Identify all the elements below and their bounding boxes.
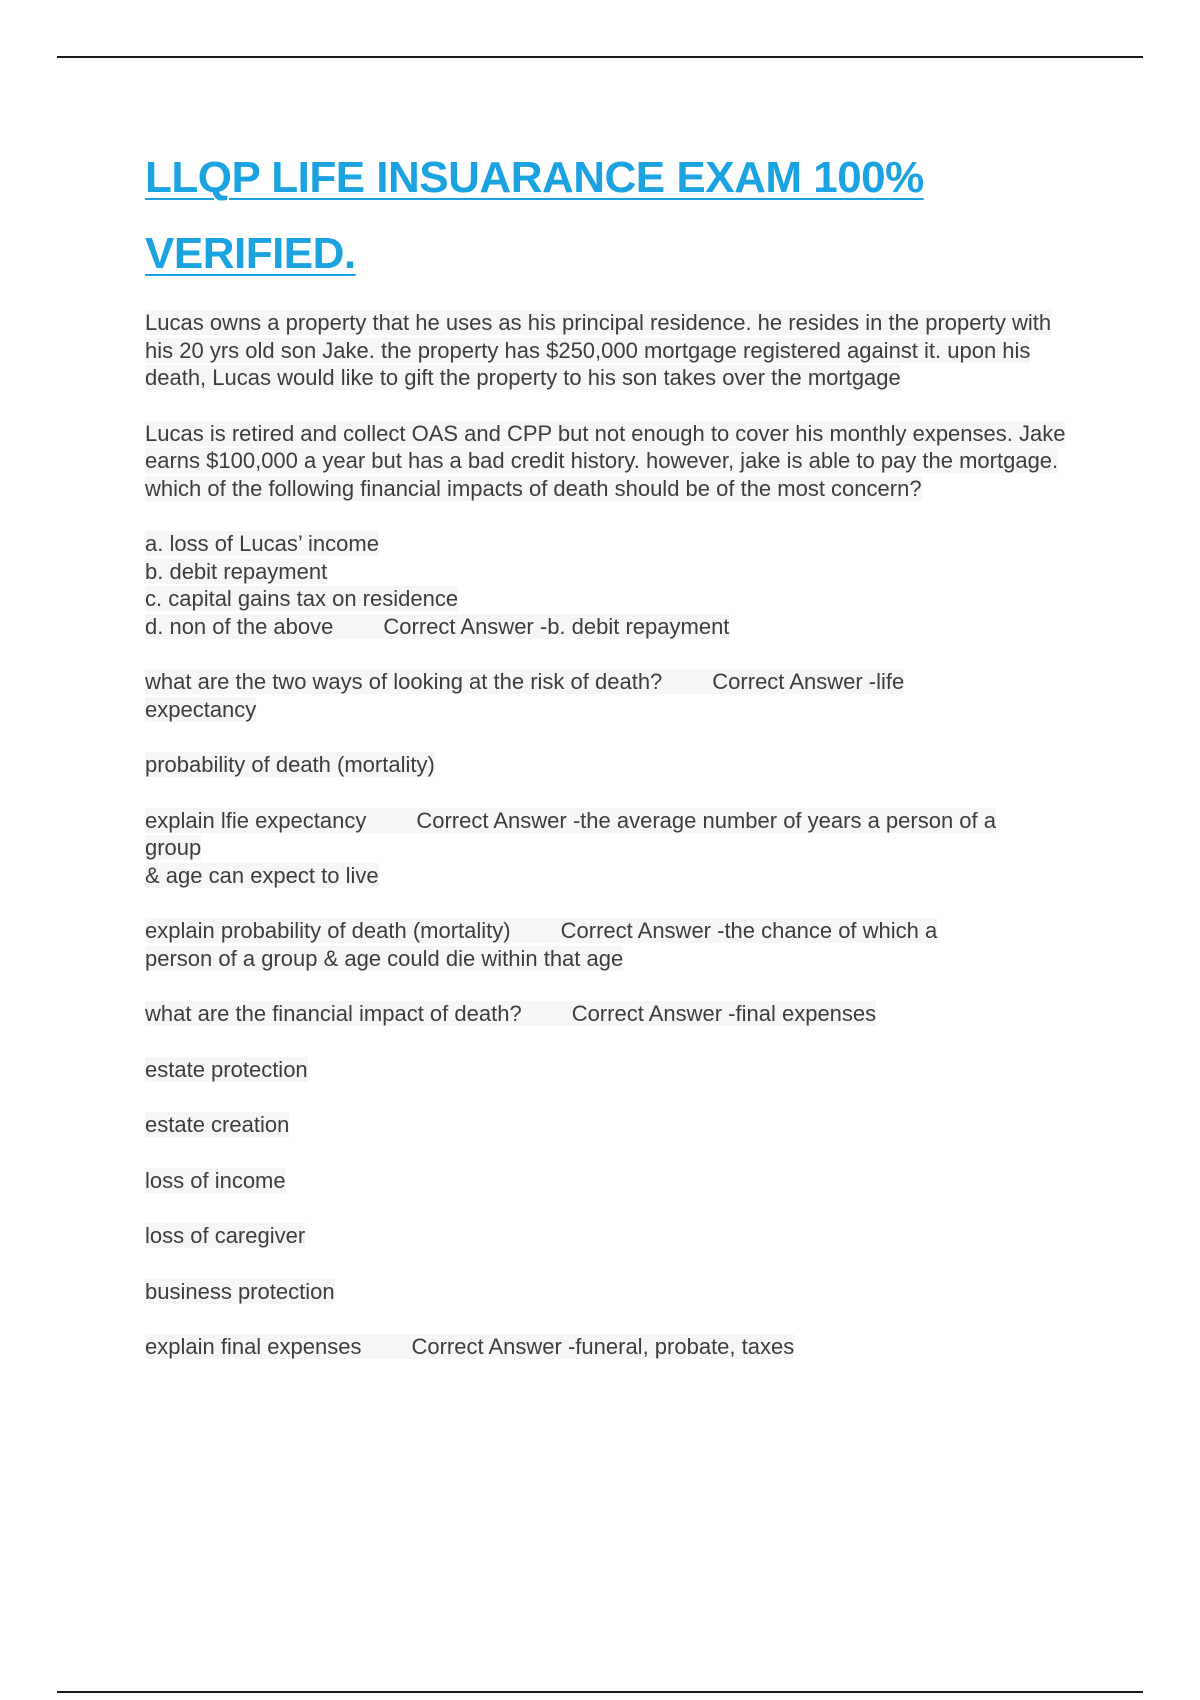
option-b: b. debit repayment (145, 558, 328, 584)
scenario-paragraph: Lucas owns a property that he uses as his principal residence. he resides in the property with his 20 yrs old son Jake. the property has $250,000 mortgage registered against it. upon his death, Lucas would like to gift the property to his son takes over the mortgage (145, 310, 1052, 390)
question-paragraph: Lucas is retired and collect OAS and CPP but not enough to cover his monthly expenses. Jake earns $100,000 a year but has a bad credit history. however, jake is able to pay the mortgage. which of the following financial impacts of death should be of the most concern? (145, 420, 1066, 501)
question-6: explain final expenses (145, 1334, 362, 1359)
correct-answer-1: Correct Answer -b. debit repayment (383, 613, 730, 639)
list-item: loss of caregiver (145, 1223, 306, 1248)
option-a: a. loss of Lucas’ income (145, 531, 379, 556)
question-5: what are the financial impact of death? (145, 1001, 522, 1026)
qa-final-expenses (145, 1333, 1085, 1361)
qa-risk-of-death: what are the two ways of looking at the risk of death? Correct Answer -life expectancy (145, 669, 905, 722)
title-line-2: VERIFIED. (145, 229, 356, 278)
title-line-1: LLQP LIFE INSUARANCE EXAM 100% (145, 153, 924, 202)
option-d: d. non of the above (145, 613, 334, 639)
question-3: explain lfie expectancy (145, 807, 367, 833)
qa-financial-impact (145, 1000, 1085, 1028)
list-item: loss of income (145, 1167, 286, 1193)
footer-rule (57, 1691, 1143, 1693)
header-rule (57, 56, 1143, 58)
list-item: estate protection (145, 1056, 308, 1082)
question-4: explain probability of death (mortality) (145, 918, 511, 943)
qa-probability-of-death: explain probability of death (mortality) Correct Answer -the chance of which a person of a group & age could die within that age (145, 918, 938, 971)
answer-options (145, 530, 1085, 640)
correct-answer-2: Correct Answer -life (712, 669, 905, 694)
qa-content (145, 309, 1085, 1361)
correct-answer-3: Correct Answer -the average number of years a person of a (416, 807, 996, 833)
list-item: estate creation (145, 1112, 290, 1137)
list-item: business protection (145, 1278, 335, 1304)
document-title (145, 140, 1085, 292)
correct-answer-4: Correct Answer -the chance of which a (560, 918, 938, 943)
correct-answer-5: Correct Answer -final expenses (571, 1001, 877, 1026)
correct-answer-6: Correct Answer -funeral, probate, taxes (411, 1334, 795, 1359)
question-2: what are the two ways of looking at the risk of death? (145, 669, 663, 694)
qa-life-expectancy: explain lfie expectancy Correct Answer -the average number of years a person of a group & age can expect to live (145, 807, 996, 888)
qa-risk-of-death-extra: probability of death (mortality) (145, 752, 435, 777)
option-c: c. capital gains tax on residence (145, 586, 459, 611)
document-body (145, 140, 1085, 1389)
